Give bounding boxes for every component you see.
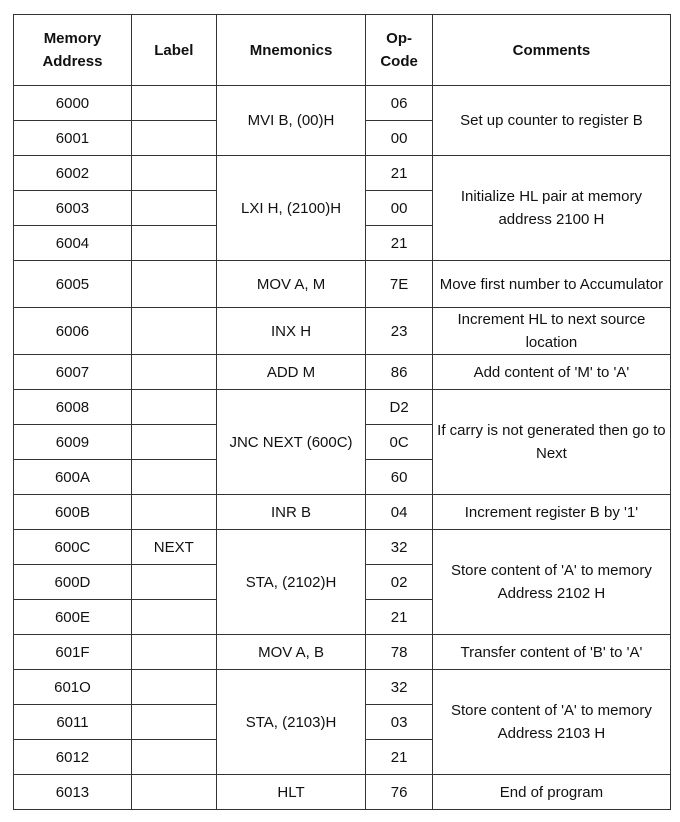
opcode-cell: 78 — [366, 635, 433, 670]
label-cell — [131, 600, 216, 635]
label-cell — [131, 308, 216, 355]
opcode-cell: 60 — [366, 460, 433, 495]
address-cell: 6001 — [14, 121, 132, 156]
table-row — [14, 495, 671, 530]
comment-cell: Move first number to Accumulator — [432, 261, 670, 308]
header-comments: Comments — [432, 15, 670, 86]
table-body — [14, 86, 671, 810]
address-cell: 600E — [14, 600, 132, 635]
address-cell: 600B — [14, 495, 132, 530]
label-cell — [131, 670, 216, 705]
label-cell — [131, 355, 216, 390]
address-cell: 6008 — [14, 390, 132, 425]
table-row — [14, 530, 671, 565]
comment-cell: If carry is not generated then go to Next — [432, 390, 670, 495]
label-cell — [131, 390, 216, 425]
comment-cell: Increment register B by '1' — [432, 495, 670, 530]
opcode-cell: 7E — [366, 261, 433, 308]
label-cell — [131, 156, 216, 191]
label-cell — [131, 226, 216, 261]
comment-cell: Add content of 'M' to 'A' — [432, 355, 670, 390]
comment-cell: End of program — [432, 775, 670, 810]
label-cell — [131, 635, 216, 670]
mnemonic-cell: ADD M — [216, 355, 366, 390]
comment-cell: Store content of 'A' to memory Address 2102 H — [432, 530, 670, 635]
comment-cell: Transfer content of 'B' to 'A' — [432, 635, 670, 670]
comment-cell: Increment HL to next source location — [432, 308, 670, 355]
opcode-cell: 06 — [366, 86, 433, 121]
opcode-cell: 03 — [366, 705, 433, 740]
table-row — [14, 635, 671, 670]
opcode-cell: 0C — [366, 425, 433, 460]
label-cell — [131, 565, 216, 600]
table-row — [14, 86, 671, 121]
opcode-cell: 86 — [366, 355, 433, 390]
label-cell: NEXT — [131, 530, 216, 565]
opcode-cell: 00 — [366, 121, 433, 156]
address-cell: 6000 — [14, 86, 132, 121]
opcode-cell: 32 — [366, 530, 433, 565]
label-cell — [131, 261, 216, 308]
comment-cell: Store content of 'A' to memory Address 2103 H — [432, 670, 670, 775]
address-cell: 601F — [14, 635, 132, 670]
label-cell — [131, 425, 216, 460]
header-address: Memory Address — [14, 15, 132, 86]
opcode-cell: 04 — [366, 495, 433, 530]
mnemonic-cell: STA, (2103)H — [216, 670, 366, 775]
table-row — [14, 775, 671, 810]
header-row — [14, 15, 671, 86]
address-cell: 6003 — [14, 191, 132, 226]
opcode-cell: 21 — [366, 600, 433, 635]
opcode-cell: 23 — [366, 308, 433, 355]
mnemonic-cell: HLT — [216, 775, 366, 810]
label-cell — [131, 740, 216, 775]
address-cell: 6009 — [14, 425, 132, 460]
mnemonic-cell: JNC NEXT (600C) — [216, 390, 366, 495]
opcode-cell: 21 — [366, 226, 433, 261]
table-row — [14, 670, 671, 705]
table-row — [14, 355, 671, 390]
mnemonic-cell: STA, (2102)H — [216, 530, 366, 635]
header-mnemonics: Mnemonics — [216, 15, 366, 86]
mnemonic-cell: MOV A, B — [216, 635, 366, 670]
mnemonic-cell: MVI B, (00)H — [216, 86, 366, 156]
header-label: Label — [131, 15, 216, 86]
opcode-cell: 21 — [366, 156, 433, 191]
table-row — [14, 390, 671, 425]
label-cell — [131, 705, 216, 740]
address-cell: 6012 — [14, 740, 132, 775]
comment-cell: Set up counter to register B — [432, 86, 670, 156]
label-cell — [131, 495, 216, 530]
label-cell — [131, 191, 216, 226]
mnemonic-cell: INX H — [216, 308, 366, 355]
header-opcode: Op-Code — [366, 15, 433, 86]
label-cell — [131, 121, 216, 156]
opcode-cell: 00 — [366, 191, 433, 226]
opcode-cell: 32 — [366, 670, 433, 705]
mnemonic-cell: INR B — [216, 495, 366, 530]
address-cell: 600A — [14, 460, 132, 495]
table-row — [14, 156, 671, 191]
label-cell — [131, 460, 216, 495]
table-row — [14, 308, 671, 355]
opcode-cell: 21 — [366, 740, 433, 775]
address-cell: 600C — [14, 530, 132, 565]
table-row — [14, 261, 671, 308]
label-cell — [131, 775, 216, 810]
address-cell: 601O — [14, 670, 132, 705]
label-cell — [131, 86, 216, 121]
address-cell: 6004 — [14, 226, 132, 261]
opcode-cell: 76 — [366, 775, 433, 810]
opcode-cell: 02 — [366, 565, 433, 600]
program-table — [13, 14, 671, 810]
address-cell: 6013 — [14, 775, 132, 810]
address-cell: 6006 — [14, 308, 132, 355]
address-cell: 6005 — [14, 261, 132, 308]
address-cell: 6011 — [14, 705, 132, 740]
address-cell: 6002 — [14, 156, 132, 191]
comment-cell: Initialize HL pair at memory address 2100 H — [432, 156, 670, 261]
mnemonic-cell: MOV A, M — [216, 261, 366, 308]
opcode-cell: D2 — [366, 390, 433, 425]
mnemonic-cell: LXI H, (2100)H — [216, 156, 366, 261]
address-cell: 600D — [14, 565, 132, 600]
address-cell: 6007 — [14, 355, 132, 390]
